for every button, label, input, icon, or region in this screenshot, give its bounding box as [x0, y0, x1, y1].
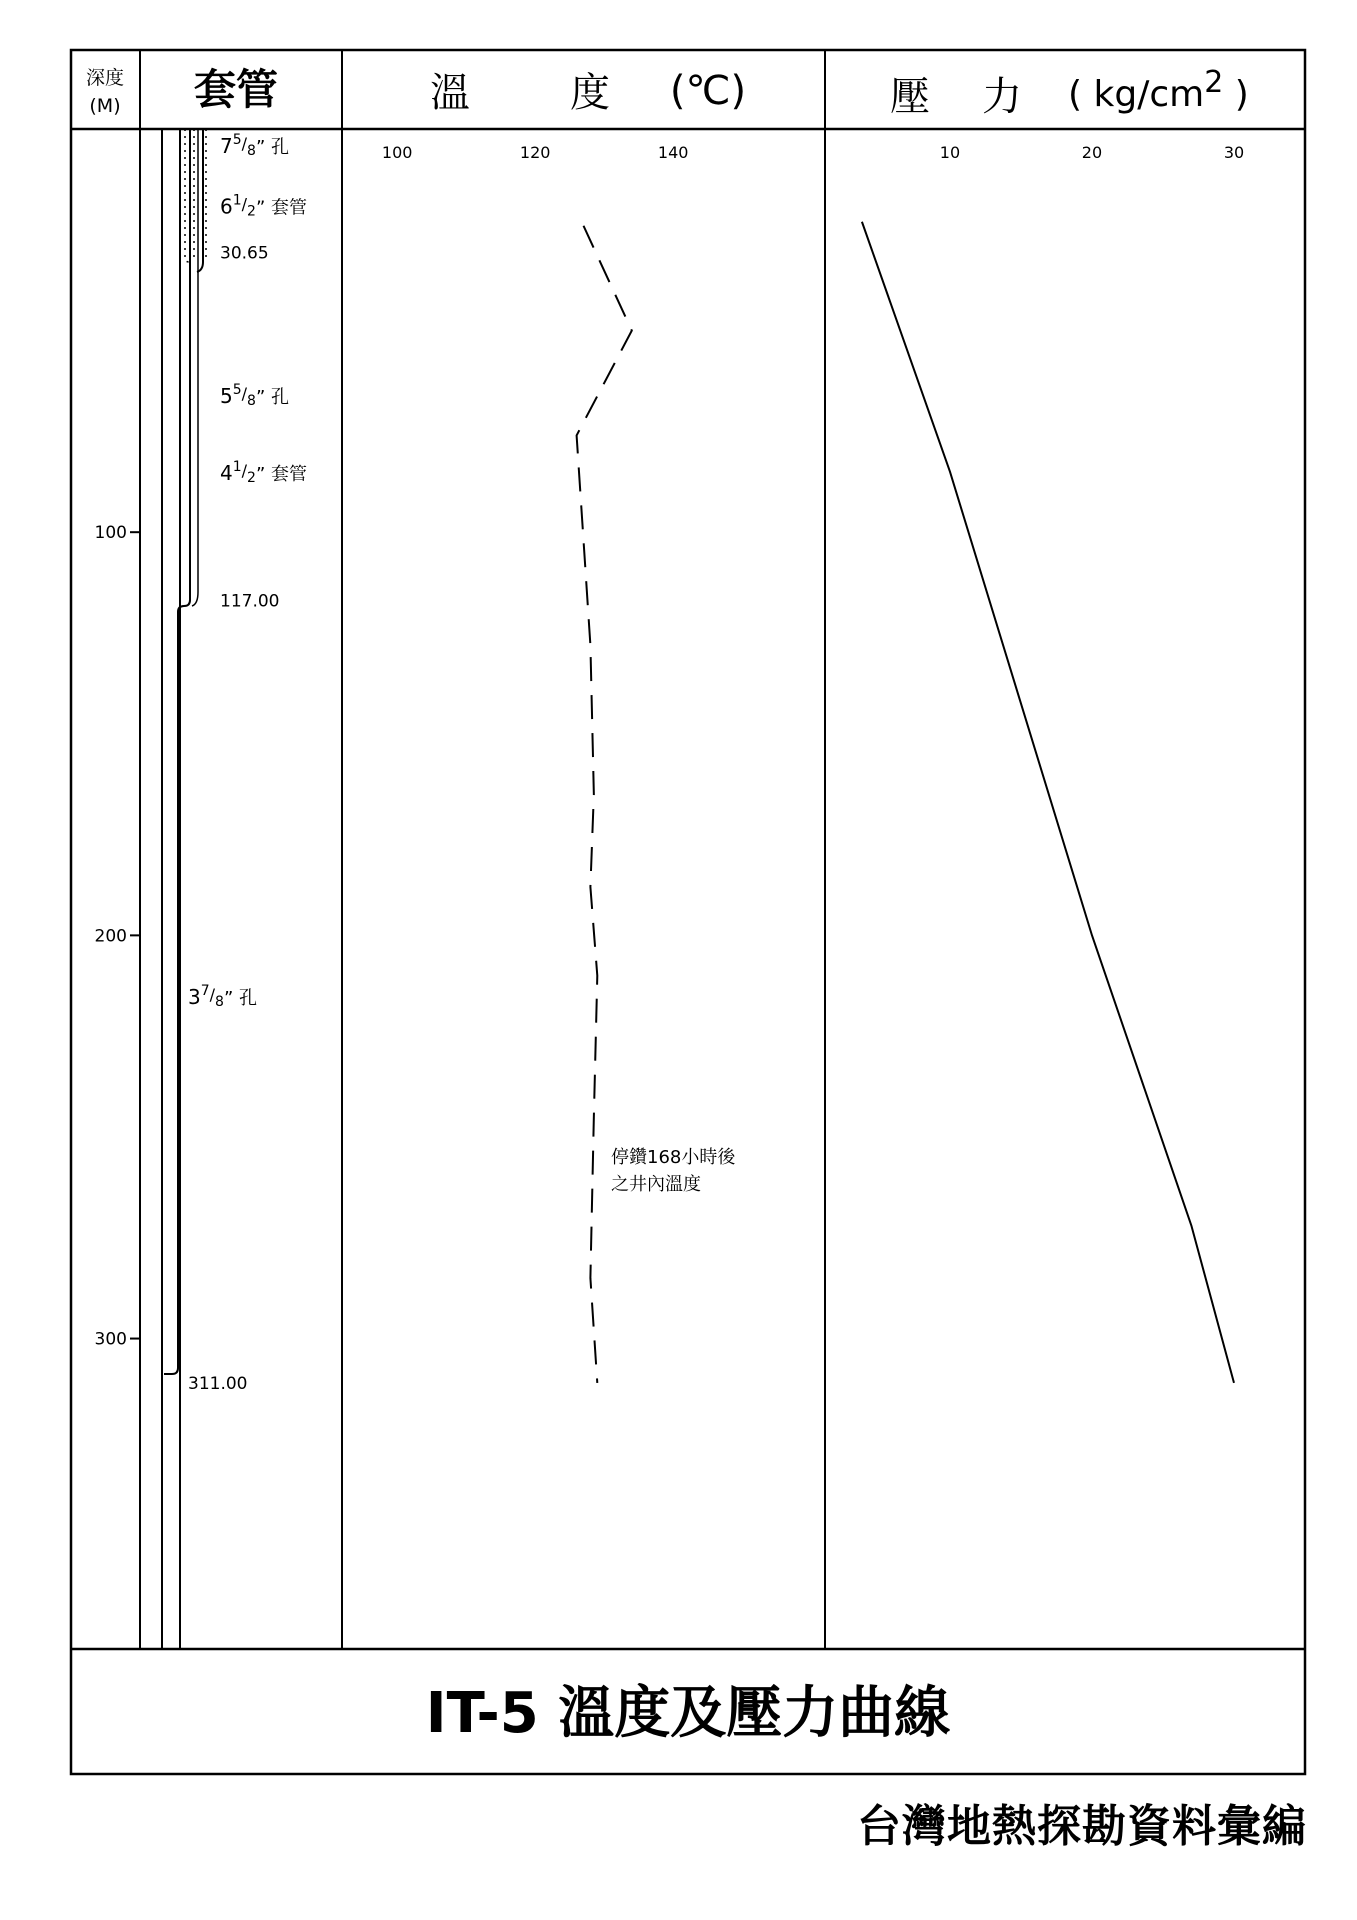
pressure-unit-open: ( kg/cm: [1068, 74, 1205, 115]
temperature-header-word2: 度: [570, 70, 610, 116]
casing-size-slash: /: [241, 460, 248, 480]
casing-depth-label: 30.65: [220, 243, 269, 264]
casing-size-suffix: ” 套管: [255, 463, 308, 485]
casing-size-label: [220, 132, 289, 159]
casing-size-label: [220, 459, 307, 486]
casing-size-label: [220, 193, 307, 220]
casing-size-numerator: 5: [232, 382, 242, 399]
casing-size-slash: /: [241, 134, 248, 154]
pressure-tick-label: 20: [1081, 143, 1103, 162]
casing-size-denominator: 8: [247, 143, 256, 160]
casing-size-suffix: ” 孔: [255, 137, 290, 159]
outer-frame: [71, 50, 1305, 1774]
casing-size-whole: 7: [220, 134, 233, 159]
casing-size-denominator: 2: [247, 469, 256, 486]
casing-size-slash: /: [241, 384, 248, 404]
casing-size-denominator: 8: [215, 993, 224, 1010]
pressure-header-word1: 壓: [890, 74, 930, 120]
depth-tick-label: 200: [94, 926, 127, 947]
temperature-axis: [382, 143, 689, 162]
depth-tick-label: 300: [94, 1329, 127, 1350]
casing-size-denominator: 2: [247, 203, 256, 220]
depth-header-line1: 深度: [85, 67, 125, 89]
depth-axis: [95, 523, 140, 1349]
casing-diagram: [162, 129, 206, 1649]
casing-size-slash: /: [241, 194, 248, 214]
temperature-curve-group: [577, 226, 632, 1383]
depth-tick-label: 100: [94, 523, 127, 544]
casing-string-4-1-2: [164, 129, 190, 1374]
temperature-header-word1: 溫: [430, 70, 470, 116]
casing-size-whole: 3: [188, 984, 201, 1009]
casing-depth-label: 311.00: [188, 1373, 248, 1394]
casing-size-whole: 5: [220, 384, 233, 409]
temperature-tick-label: 140: [657, 143, 689, 162]
casing-size-denominator: 8: [247, 393, 256, 410]
casing-size-numerator: 7: [200, 982, 210, 999]
pressure-axis: [940, 143, 1244, 162]
casing-string-inner: [192, 129, 198, 606]
temperature-tick-label: 100: [381, 143, 413, 162]
pressure-curve: [862, 222, 1234, 1383]
casing-size-suffix: ” 孔: [223, 987, 258, 1009]
temperature-tick-label: 120: [519, 143, 551, 162]
pressure-tick-label: 30: [1223, 143, 1245, 162]
casing-size-suffix: ” 孔: [255, 387, 290, 409]
annotation-line1: 停鑽168小時後: [611, 1147, 736, 1168]
pressure-tick-label: 10: [939, 143, 961, 162]
casing-size-label: [220, 382, 289, 409]
casing-size-slash: /: [209, 984, 216, 1004]
temperature-header-unit: (℃): [669, 68, 747, 114]
casing-labels: [188, 132, 307, 1394]
publisher-label: 台灣地熱探勘資料彙編: [857, 1801, 1307, 1852]
casing-size-numerator: 5: [232, 132, 242, 149]
pressure-unit-exponent: 2: [1204, 65, 1224, 100]
pressure-curve-group: [862, 222, 1234, 1383]
casing-size-whole: 6: [220, 194, 233, 219]
casing-header: 套管: [193, 65, 279, 114]
casing-size-numerator: 1: [232, 458, 242, 475]
annotation-line2: 之井內溫度: [611, 1174, 701, 1195]
depth-header-line2: (M): [89, 95, 121, 117]
pressure-header-unit: [1068, 65, 1249, 115]
figure-title: IT-5 溫度及壓力曲線: [425, 1681, 951, 1746]
casing-size-whole: 4: [220, 460, 233, 485]
pressure-header-word2: 力: [982, 74, 1022, 120]
casing-size-label: [188, 983, 257, 1010]
casing-size-suffix: ” 套管: [255, 197, 308, 219]
casing-size-numerator: 1: [232, 192, 242, 209]
pressure-unit-close: ): [1223, 74, 1249, 115]
temperature-curve: [577, 226, 632, 1383]
casing-depth-label: 117.00: [220, 591, 280, 612]
cement-dots-left: [185, 129, 189, 262]
